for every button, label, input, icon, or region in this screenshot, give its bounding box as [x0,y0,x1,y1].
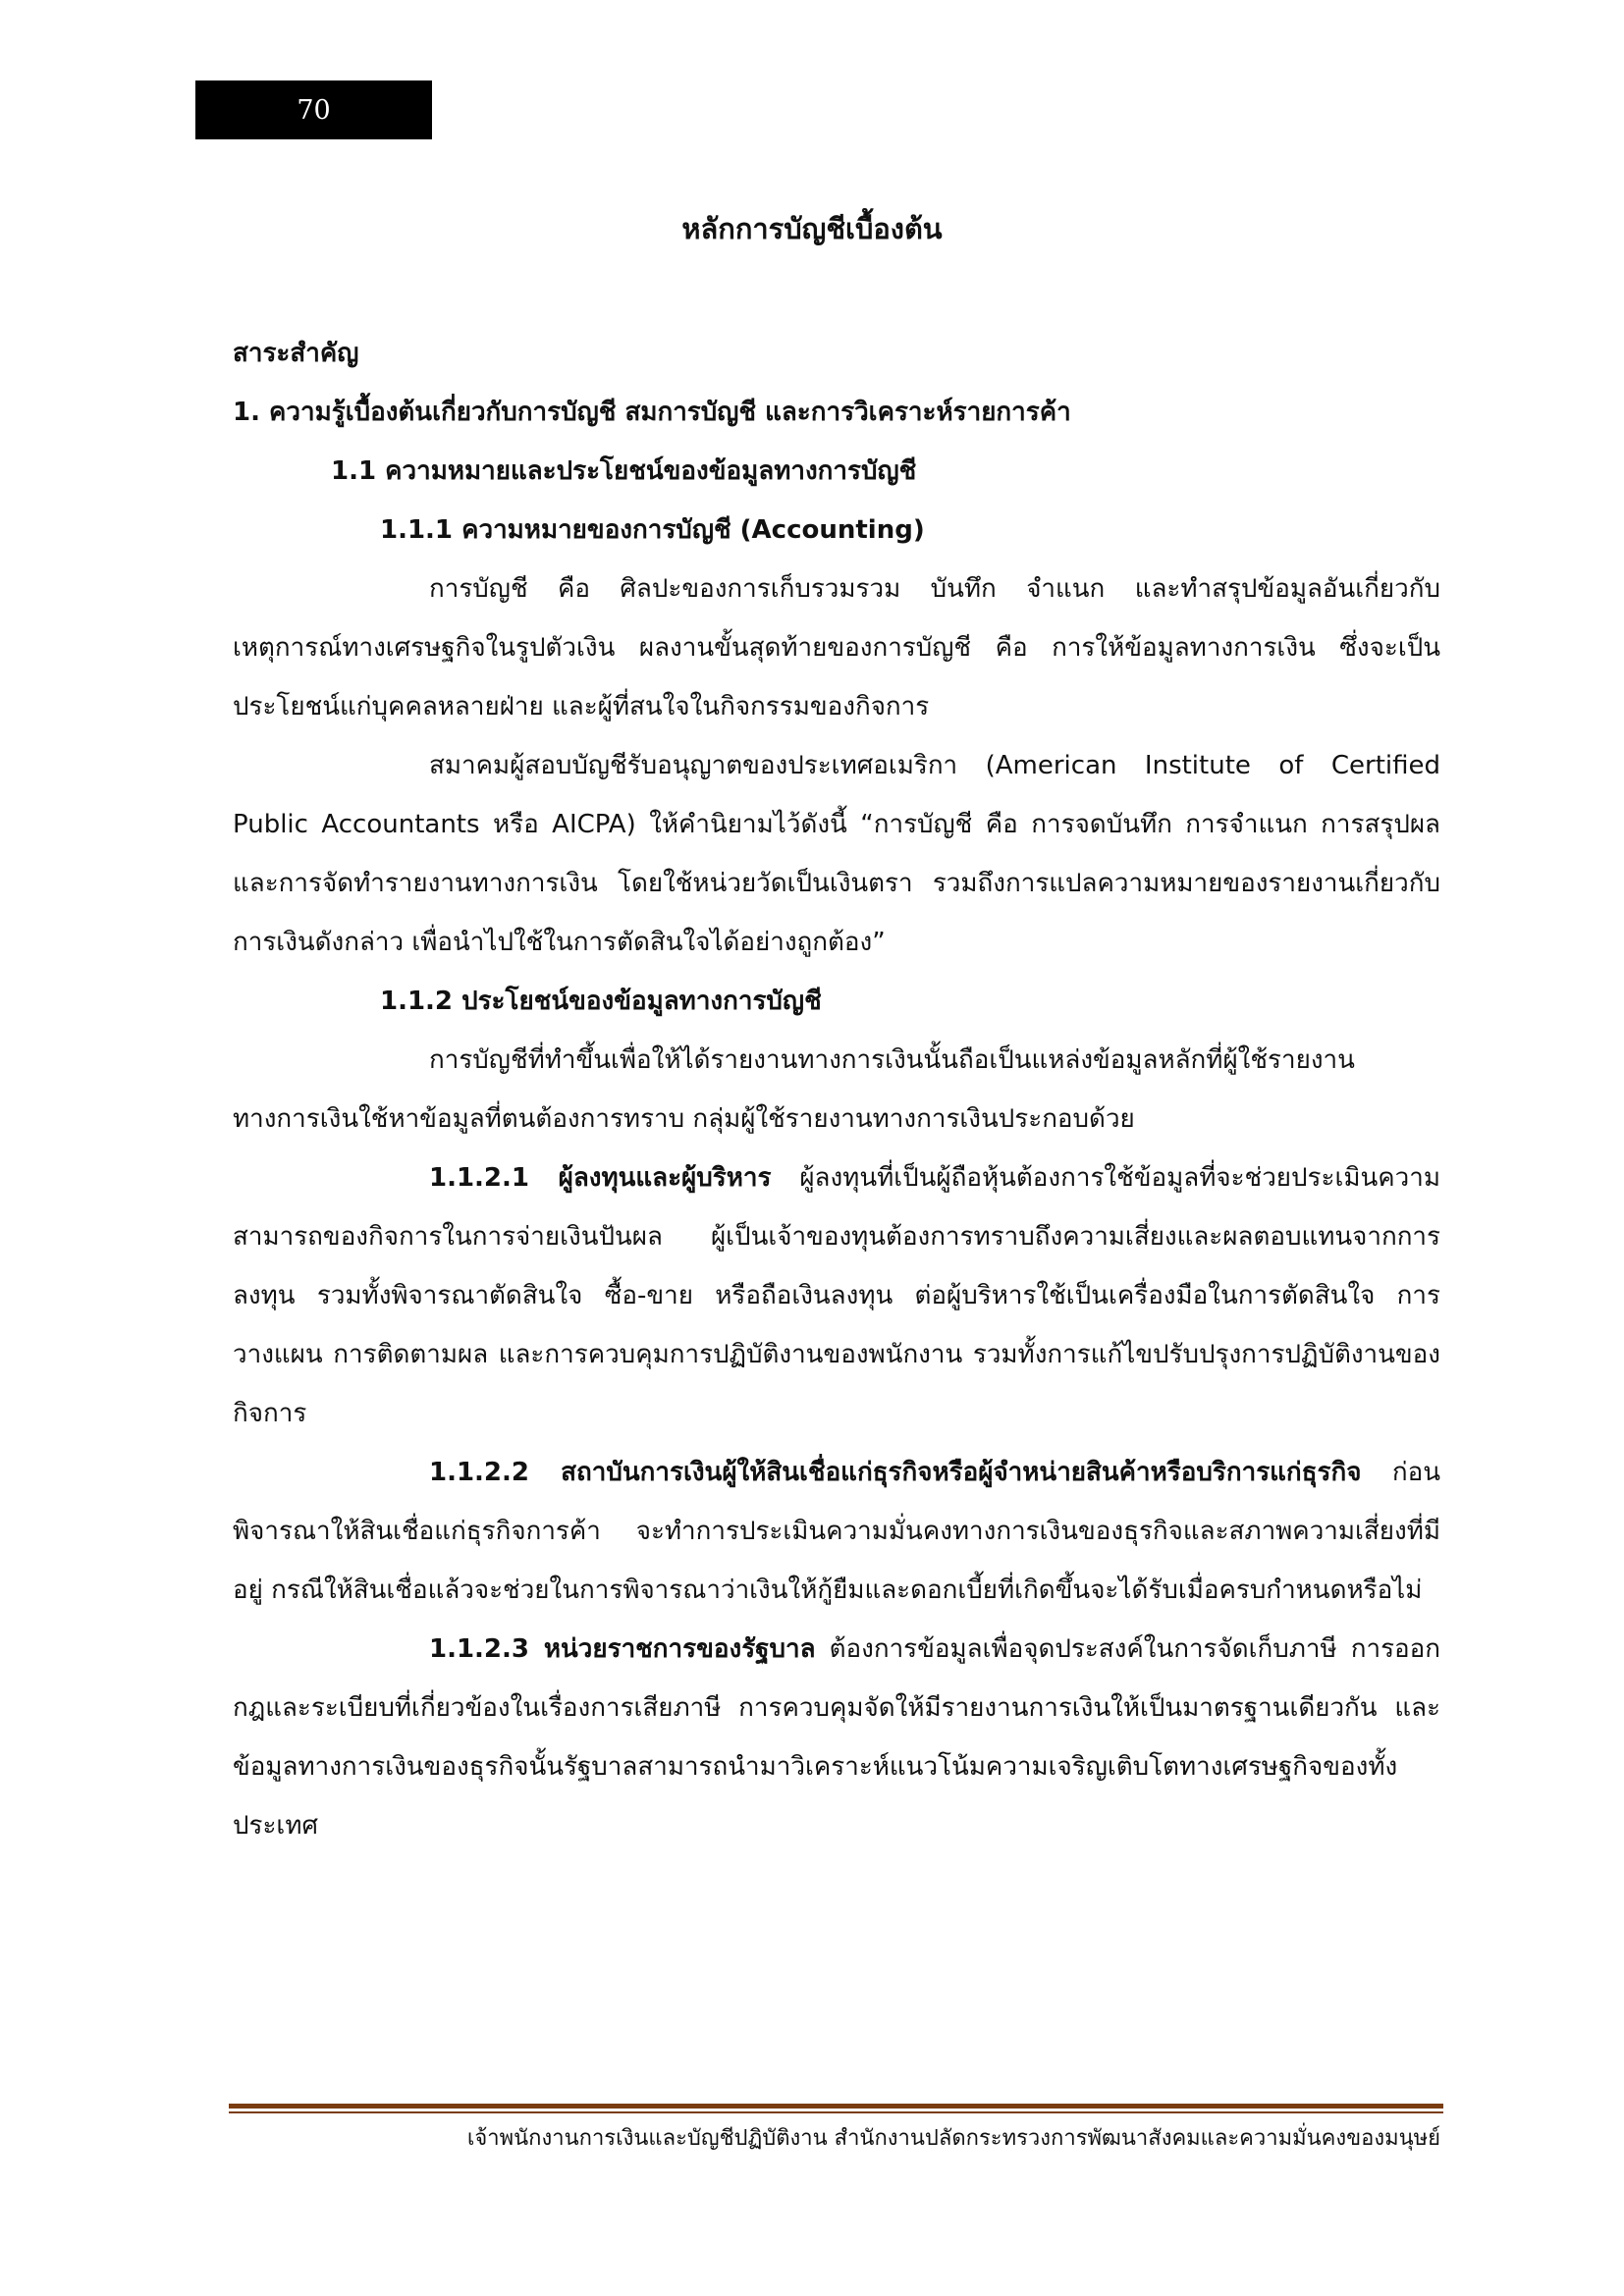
heading-1-1-2: 1.1.2 ประโยชน์ของข้อมูลทางการบัญชี [380,987,822,1016]
list-item-label: 1.1.2.2 สถาบันการเงินผู้ให้สินเชื่อแก่ธุรกิจหรือผู้จำหน่ายสินค้าหรือบริการแก่ธุรกิจ [429,1458,1362,1487]
list-item-text: ก่อนพิจารณาให้สินเชื่อแก่ธุรกิจการค้า จะทำการประเมินความมั่นคงทางการเงินของธุรกิจและสภาพความเสี่ยงที่มีอยู่ กรณีให้สินเชื่อแล้วจะช่วยในการพิจารณาว่าเงินให้กู้ยืมและดอกเบี้ยที่เกิดขึ้นจะได้รับเมื่อครบกำหนดหรือไม่ [233,1458,1440,1605]
heading-1-1-1: 1.1.1 ความหมายของการบัญชี (Accounting) [380,515,925,545]
list-item-text: ผู้ลงทุนที่เป็นผู้ถือหุ้นต้องการใช้ข้อมูลที่จะช่วยประเมินความสามารถของกิจการในการจ่ายเงินปันผล ผู้เป็นเจ้าของทุนต้องการทราบถึงความเสี่ยงและผลตอบแทนจากการลงทุน รวมทั้งพิจารณาตัดสินใจ ซื้อ-ขาย หรือถือเงินลงทุน ต่อผู้บริหารใช้เป็นเครื่องมือในการตัดสินใจ การวางแผน การติดตามผล และการควบคุมการปฏิบัติงานของพนักงาน รวมทั้งการแก้ไขปรับปรุงการปฏิบัติงานของกิจการ [233,1163,1440,1428]
footer-divider [229,2104,1443,2109]
section-heading: สาระสำคัญ [233,339,359,368]
paragraph-accounting-definition: การบัญชี คือ ศิลปะของการเก็บรวมรวม บันทึก จำแนก และทำสรุปข้อมูลอันเกี่ยวกับเหตุการณ์ทางเศรษฐกิจในรูปตัวเงิน ผลงานขั้นสุดท้ายของการบัญชี คือ การให้ข้อมูลทางการเงิน ซึ่งจะเป็นประโยชน์แก่บุคคลหลายฝ่าย และผู้ที่สนใจในกิจกรรมของกิจการ [233,574,1440,721]
heading-1: 1. ความรู้เบื้องต้นเกี่ยวกับการบัญชี สมการบัญชี และการวิเคราะห์รายการค้า [233,398,1071,427]
page-footer: เจ้าพนักงานการเงินและบัญชีปฏิบัติงาน สำนักงานปลัดกระทรวงการพัฒนาสังคมและความมั่นคงของมนุษย์ [466,2126,1440,2151]
footer-divider-thin [229,2111,1443,2113]
document-body [233,324,1440,1855]
list-item-label: 1.1.2.1 ผู้ลงทุนและผู้บริหาร [429,1163,772,1193]
paragraph-aicpa-definition: สมาคมผู้สอบบัญชีรับอนุญาตของประเทศอเมริกา (American Institute of Certified Public Accountants หรือ AICPA) ให้คำนิยามไว้ดังนี้ “การบัญชี คือ การจดบันทึก การจำแนก การสรุปผล และการจัดทำรายงานทางการเงิน โดยใช้หน่วยวัดเป็นเงินตรา รวมถึงการแปลความหมายของรายงานเกี่ยวกับการเงินดังกล่าว เพื่อนำไปใช้ในการตัดสินใจได้อย่างถูกต้อง” [233,751,1440,957]
heading-1-1: 1.1 ความหมายและประโยชน์ของข้อมูลทางการบัญชี [331,456,917,486]
list-item-government [233,1620,1440,1855]
list-item-creditors [233,1443,1440,1620]
list-item-label: 1.1.2.3 หน่วยราชการของรัฐบาล [429,1634,816,1664]
list-item-investors [233,1148,1440,1443]
page-number: 70 [195,80,432,139]
document-title: หลักการบัญชีเบื้องต้น [681,212,943,245]
paragraph-users-intro: การบัญชีที่ทำขึ้นเพื่อให้ได้รายงานทางการเงินนั้นถือเป็นแหล่งข้อมูลหลักที่ผู้ใช้รายงานทางการเงินใช้หาข้อมูลที่ตนต้องการทราบ กลุ่มผู้ใช้รายงานทางการเงินประกอบด้วย [233,1045,1355,1134]
list-item-text: ต้องการข้อมูลเพื่อจุดประสงค์ในการจัดเก็บภาษี การออกกฎและระเบียบที่เกี่ยวข้องในเรื่องการเสียภาษี การควบคุมจัดให้มีรายงานการเงินให้เป็นมาตรฐานเดียวกัน และข้อมูลทางการเงินของธุรกิจนั้นรัฐบาลสามารถนำมาวิเคราะห์แนวโน้มความเจริญเติบโตทางเศรษฐกิจของทั้งประเทศ [233,1634,1441,1841]
